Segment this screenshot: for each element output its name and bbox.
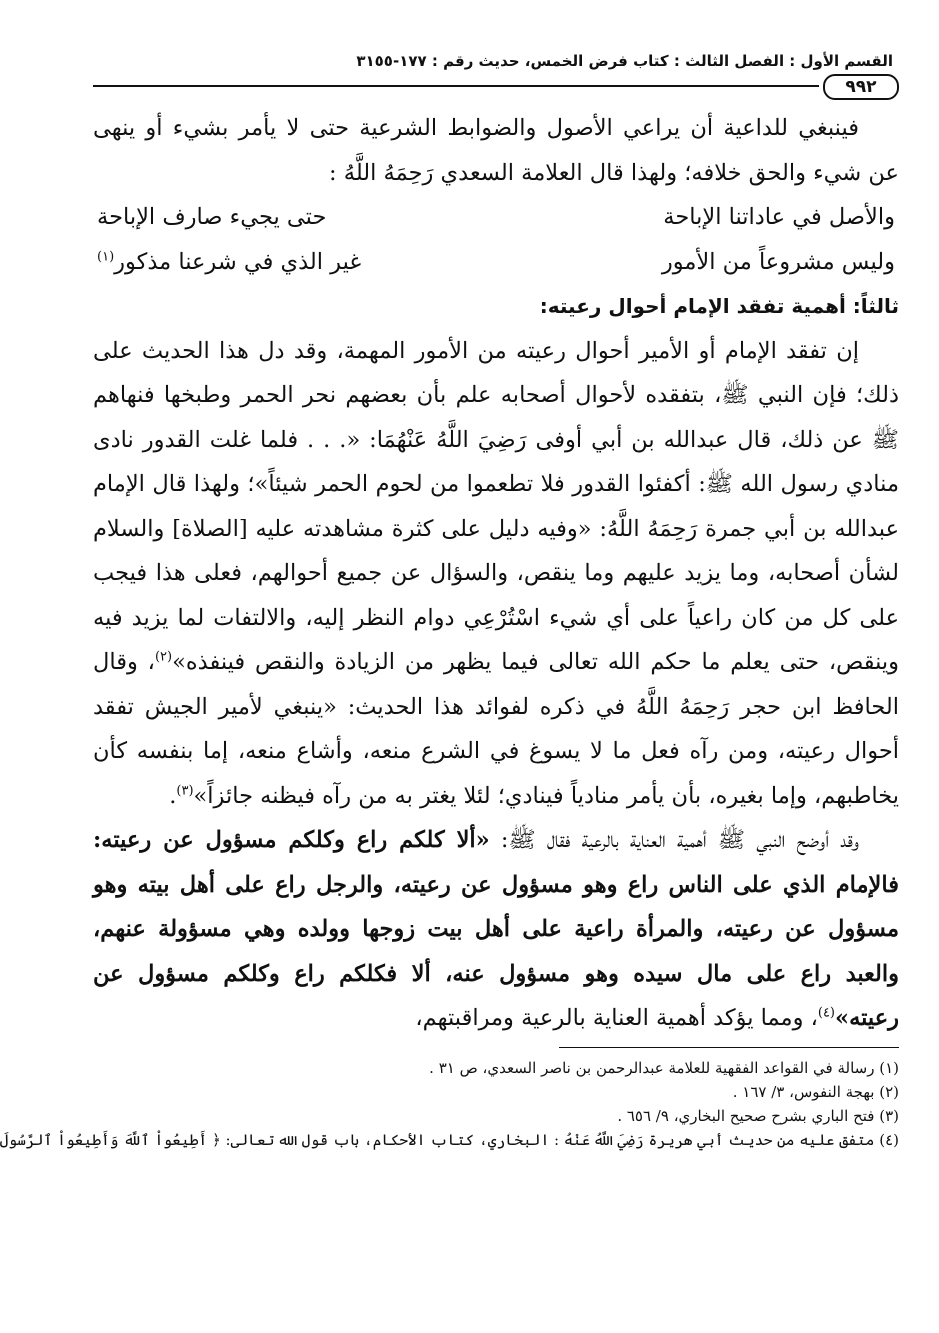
paragraph-2-end: . — [169, 782, 177, 809]
footnote-ref-1: (١) — [97, 249, 115, 264]
poem-line-1-first-hemistich: والأصل في عاداتنا الإباحة — [663, 204, 895, 230]
paragraph-intro: فينبغي للداعية أن يراعي الأصول والضوابط الشرعية حتى لا يأمر بشيء أو ينهى عن شيء والحق خلافه؛ ولهذا قال العلامة السعدي رَحِمَهُ اللَّهُ : — [93, 115, 899, 186]
paragraph-2-part-2: ، وقال الحافظ ابن حجر رَحِمَهُ اللَّهُ في ذكره لفوائد هذا الحديث: «ينبغي لأمير الجيش تفقد أحوال رعيته، ومن رآه فعل ما لا يسوغ في الشرع منعه، وأشاع منعه، إما بنفسه كأن يخاطبهم، وإما بغيره، بأن يأمر منادياً فينادي؛ لئلا يغتر به من رآه فيظنه جائزاً» — [93, 649, 899, 809]
hadith-text: «ألا كلكم راع وكلكم مسؤول عن رعيته: فالإمام الذي على الناس راع وهو مسؤول عن رعيته، والرجل راع على أهل بيته وهو مسؤول عن رعيته، والمرأة راعية على أهل بيت زوجها وولده وهي مسؤولة عنهم، والعبد راع على مال سيده وهو مسؤول عنه، ألا فكلكم راع وكلكم مسؤول عن رعيته» — [93, 827, 899, 1031]
body-text — [93, 106, 899, 1041]
footnote-4: (٤) متفق عليه من حديث أبي هريرة رَضِيَ اللَّهُ عَنْهُ : البخاري، كتاب الأحكام، باب قول الله تعالى: ﴿ أَطِيعُواْ ٱللَّهَ وَأَطِيعُواْ ٱلرَّسُولَ — [0, 1130, 899, 1149]
poem-line-2-second-text: غير الذي في شرعنا مذكور — [114, 248, 362, 275]
poem — [93, 195, 899, 284]
paragraph-3-tail: ، ومما يؤكد أهمية العناية بالرعية ومراقبتهم، — [415, 1005, 818, 1031]
poem-line-1 — [93, 195, 899, 240]
book-page — [0, 52, 900, 1333]
header-rule — [93, 85, 819, 87]
section-heading: ثالثاً: أهمية تفقد الإمام أحوال رعيته: — [539, 294, 899, 318]
poem-line-2-first-hemistich: وليس مشروعاً من الأمور — [661, 248, 895, 275]
paragraph-2-part-1: إن تفقد الإمام أو الأمير أحوال رعيته من الأمور المهمة، وقد دل هذا الحديث على ذلك؛ فإن النبي ﷺ، بتفقده لأحوال أصحابه علم بأن بعضهم نحر الحمر وطبخها فنهاهم ﷺ عن ذلك، قال عبدالله بن أبي أوفى رَضِيَ اللَّهُ عَنْهُمَا: «. . . فلما غلت القدور نادى منادي رسول الله ﷺ: أكفئوا القدور فلا تطعموا من لحوم الحمر شيئاً»؛ ولهذا قال الإمام عبدالله بن أبي جمرة رَحِمَهُ اللَّهُ: «وفيه دليل على كثرة مشاهدته عليه [الصلاة] والسلام لشأن أصحابه، وما يزيد عليهم وما ينقص، والسؤال عن جميع أحوالهم، فعلى هذا فيجب على كل من كان راعياً على أي شيء اسْتُرْعِي دوام النظر إليه، والالتفات لما يزيد فيه وينقص، حتى يعلم ما حكم الله تعالى فيما يظهر من الزيادة والنقص فينفذه» — [93, 337, 900, 675]
running-head: القسم الأول : الفصل الثالث : كتاب فرض الخمس، حديث رقم : ١٧٧-٣١٥٥ — [356, 52, 893, 70]
footnote-ref-2: (٢) — [154, 649, 173, 665]
paragraph-hadith — [93, 818, 899, 1041]
footnote-1: (١) رسالة في القواعد الفقهية للعلامة عبدالرحمن بن ناصر السعدي، ص ٣١ . — [429, 1058, 899, 1077]
header-rule-area — [93, 74, 899, 100]
poem-line-2 — [93, 240, 899, 285]
footnote-2: (٢) بهجة النفوس، ٣/ ١٦٧ . — [732, 1082, 899, 1101]
footnotes — [0, 1056, 899, 1152]
footnote-ref-3: (٣) — [176, 783, 194, 798]
footnote-separator — [559, 1047, 899, 1048]
page-number-badge: ٩٩٢ — [823, 74, 899, 100]
poem-line-2-second-hemistich — [97, 240, 361, 285]
paragraph-imam-inspection — [93, 329, 899, 819]
footnote-ref-4: (٤) — [817, 1005, 835, 1021]
poem-line-1-second-hemistich: حتى يجيء صارف الإباحة — [97, 204, 327, 230]
paragraph-3-intro: وقد أوضح النبي ﷺ أهمية العناية بالرعية فقال ﷺ: — [489, 827, 859, 853]
footnote-3: (٣) فتح الباري بشرح صحيح البخاري، ٩/ ٦٥٦ . — [617, 1106, 899, 1125]
